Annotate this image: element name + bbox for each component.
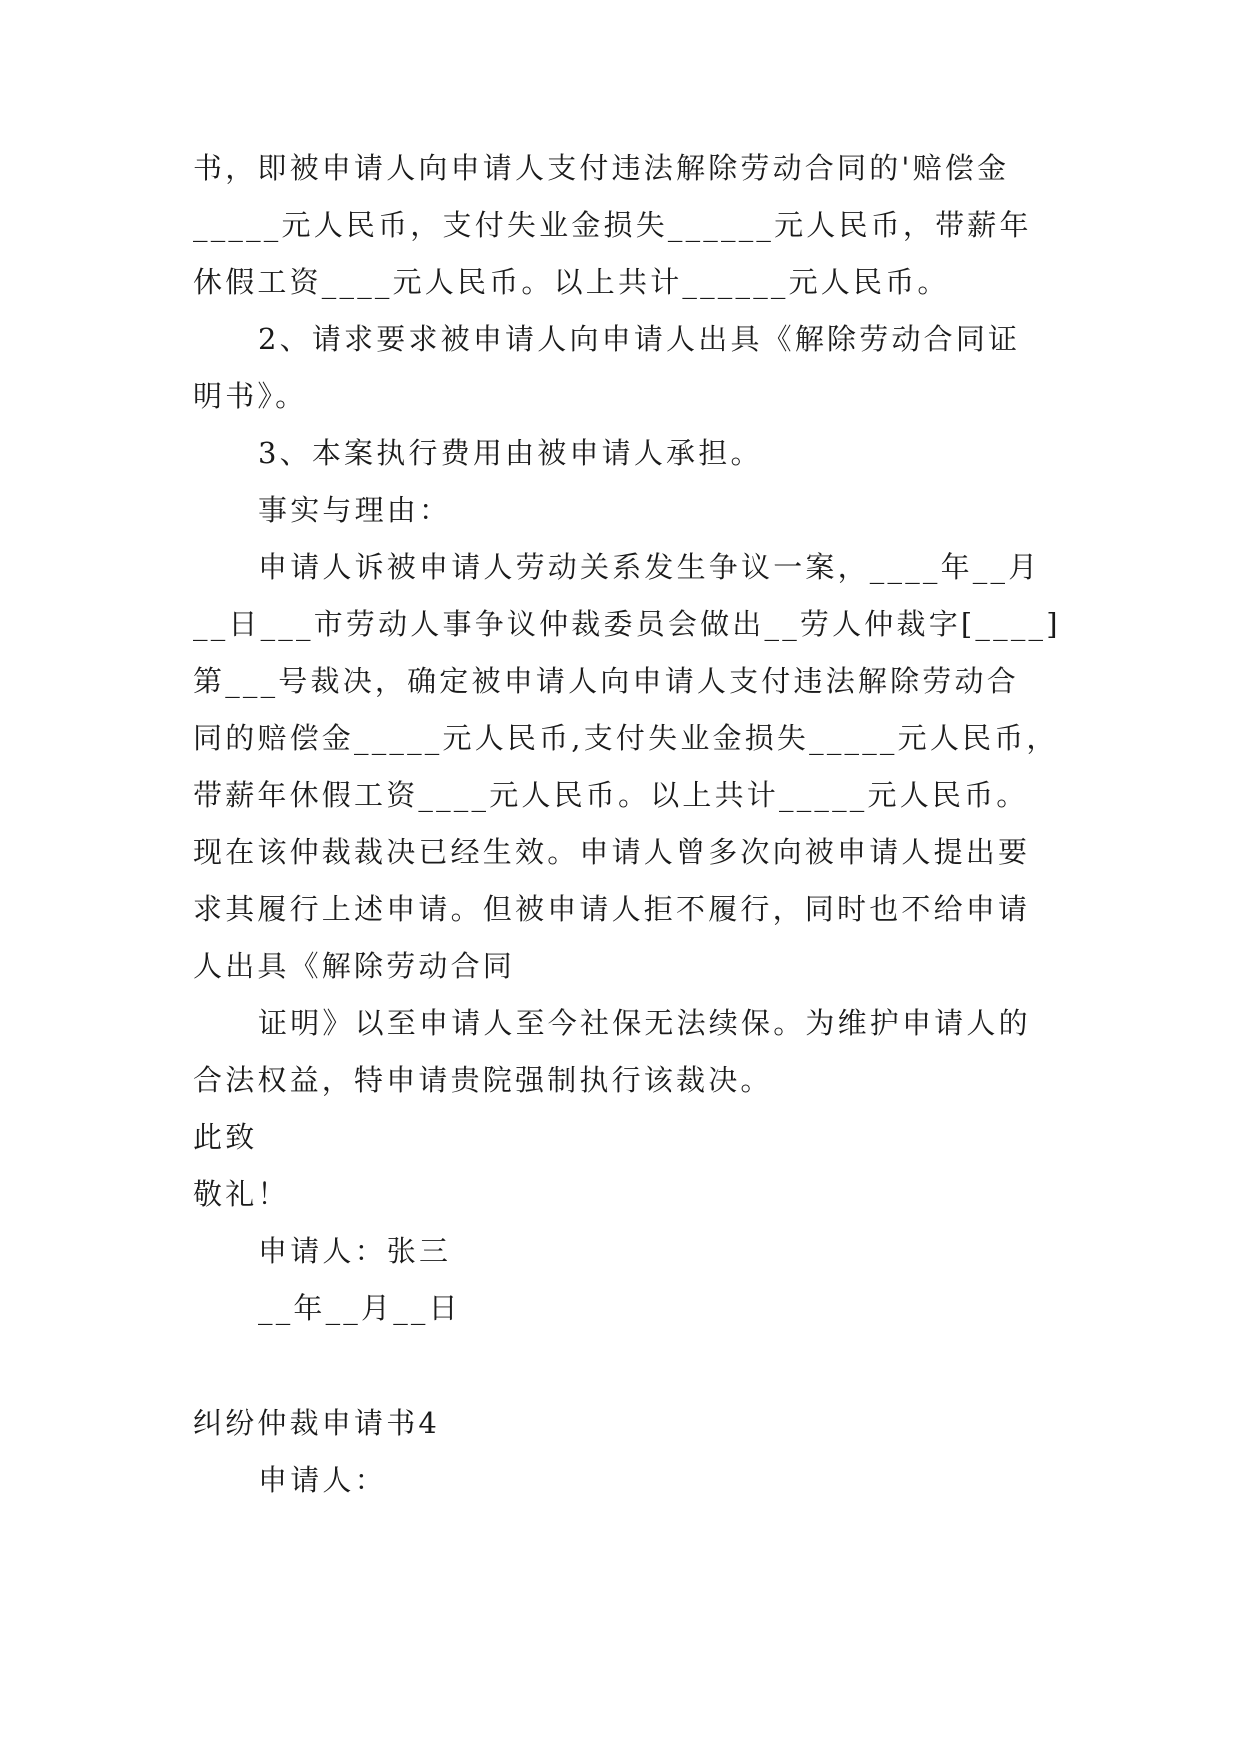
- text-line-11: 同的赔偿金_____元人民币,支付失业金损失_____元人民币，: [193, 721, 1059, 755]
- text-line-15: 人出具《解除劳动合同: [193, 949, 516, 983]
- text-line-1: 书，即被申请人向申请人支付违法解除劳动合同的'赔偿金: [193, 151, 1010, 185]
- text-line-17: 合法权益，特申请贵院强制执行该裁决。: [193, 1063, 773, 1097]
- text-line-6: 3、本案执行费用由被申请人承担。: [258, 436, 763, 470]
- text-line-9: __日___市劳动人事争议仲裁委员会做出__劳人仲裁字[____]: [193, 607, 1061, 641]
- text-line-4: 2、请求要求被申请人向申请人出具《解除劳动合同证: [258, 322, 1021, 356]
- text-line-14: 求其履行上述申请。但被申请人拒不履行，同时也不给申请: [193, 892, 1031, 926]
- text-line-13: 现在该仲裁裁决已经生效。申请人曾多次向被申请人提出要: [193, 835, 1031, 869]
- text-line-2: _____元人民币，支付失业金损失______元人民币，带薪年: [193, 208, 1032, 242]
- section-title: 纠纷仲裁申请书4: [193, 1406, 441, 1440]
- closing-jingli: 敬礼！: [193, 1177, 290, 1211]
- closing-cizhi: 此致: [193, 1120, 258, 1154]
- applicant-label: 申请人：: [258, 1463, 387, 1497]
- text-line-8: 申请人诉被申请人劳动关系发生争议一案，____年__月: [258, 550, 1041, 584]
- signature-applicant: 申请人：张三: [258, 1234, 452, 1268]
- text-line-16: 证明》以至申请人至今社保无法续保。为维护申请人的: [258, 1006, 1031, 1040]
- section-heading-facts: 事实与理由：: [258, 493, 452, 527]
- text-line-5: 明书》。: [193, 379, 308, 413]
- text-line-3: 休假工资____元人民币。以上共计______元人民币。: [193, 265, 950, 299]
- text-line-10: 第___号裁决，确定被申请人向申请人支付违法解除劳动合: [193, 664, 1019, 698]
- text-line-12: 带薪年休假工资____元人民币。以上共计_____元人民币。: [193, 778, 1029, 812]
- signature-date: __年__月__日: [258, 1291, 461, 1325]
